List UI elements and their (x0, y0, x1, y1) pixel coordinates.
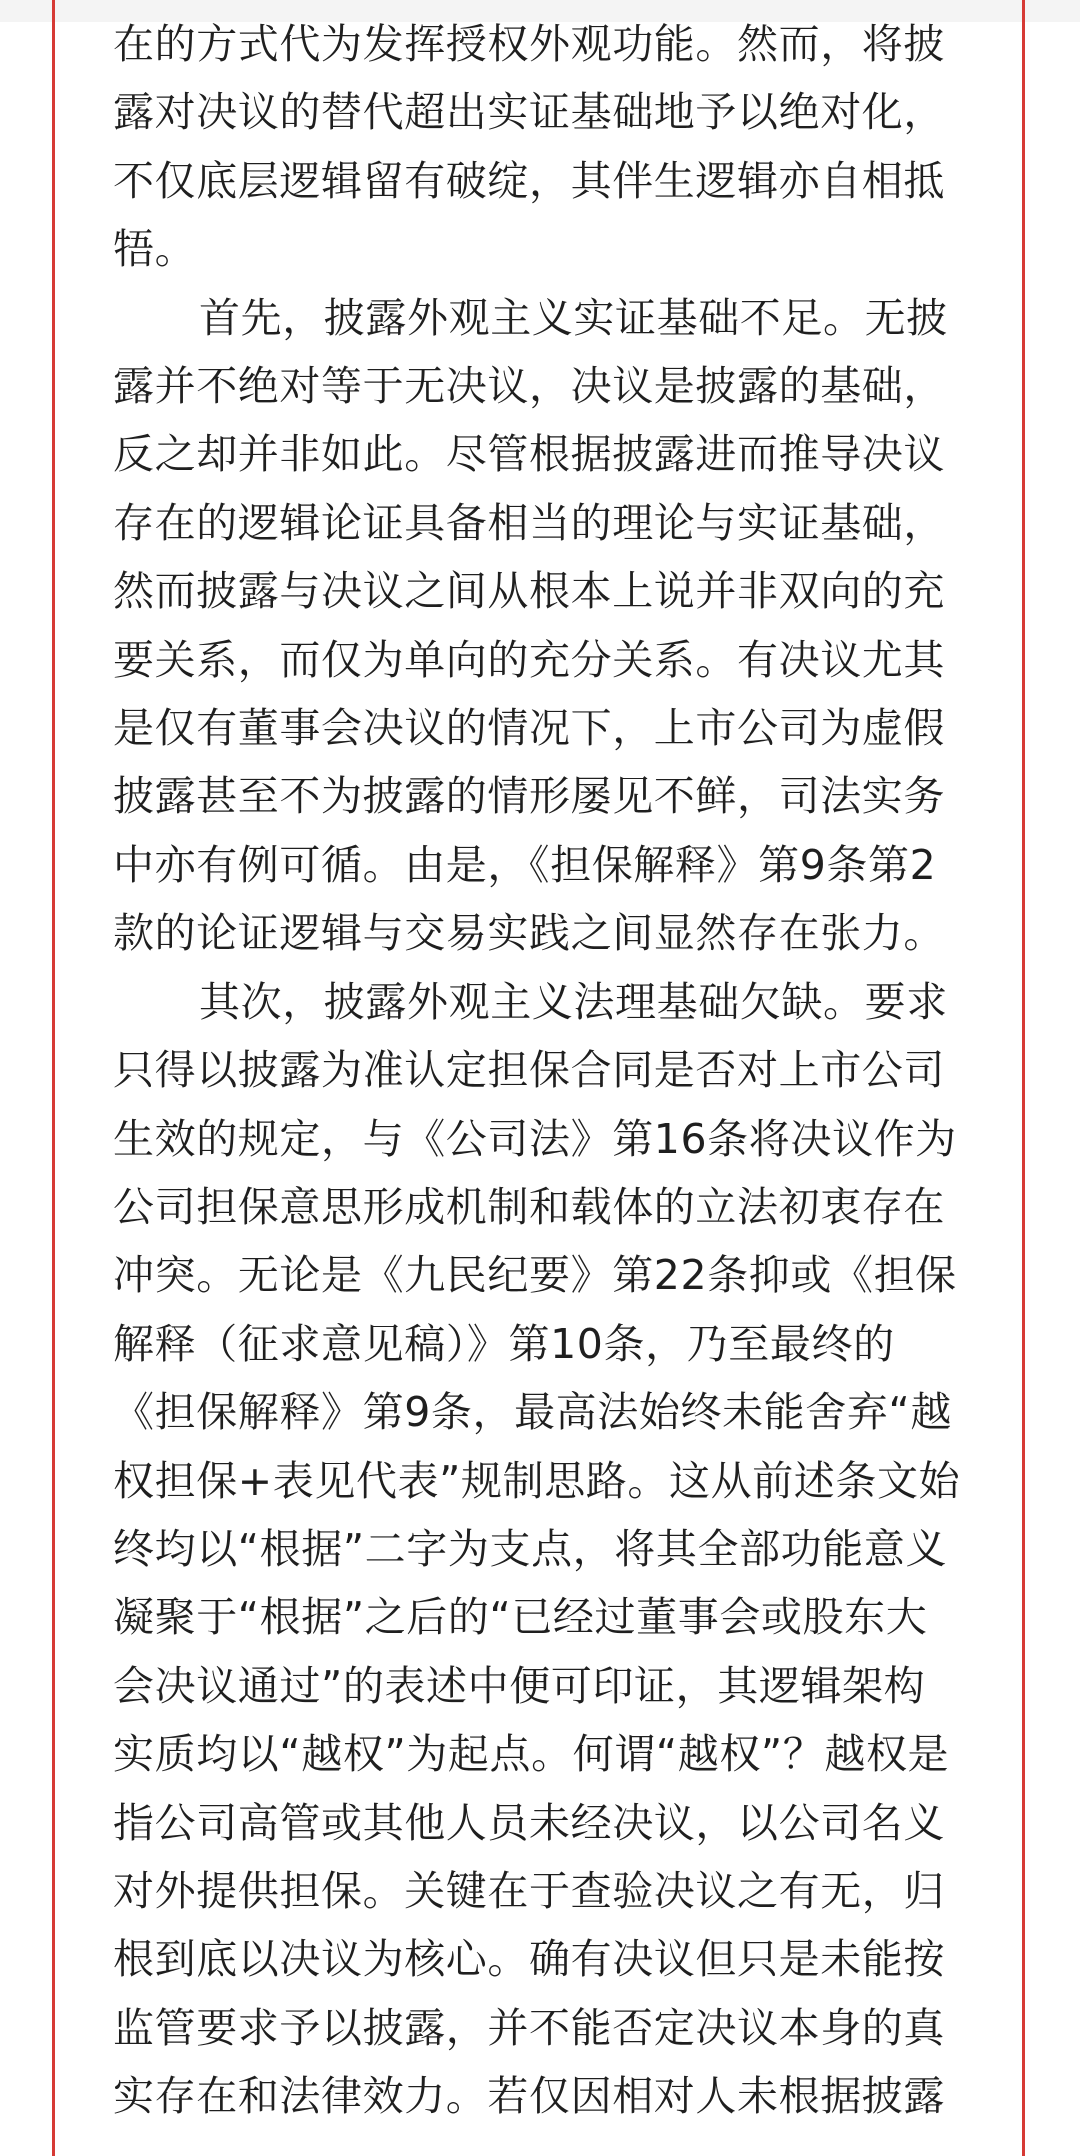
right-border-rule (1022, 0, 1025, 2156)
paragraph-continuation: 在的方式代为发挥授权外观功能。然而，将披露对决议的替代超出实证基础地予以绝对化，不仅底层逻辑留有破绽，其伴生逻辑亦自相抵牾。 (113, 20, 945, 274)
paragraph-second-point: 其次，披露外观主义法理基础欠缺。要求只得以披露为准认定担保合同是否对上市公司生效的规定，与《公司法》第16条将决议作为公司担保意思形成机制和载体的立法初衷存在冲突。无论是《九民纪要》第22条抑或《担保解释（征求意见稿）》第10条，乃至最终的《担保解释》第9条，最高法始终未能舍弃“越权担保+表见代表”规制思路。这从前述条文始终均以“根据”二字为支点，将其全部功能意义凝聚于“根据”之后的“已经过董事会或股东大会决议通过”的表述中便可印证，其逻辑架构实质均以“越权”为起点。何谓“越权”？越权是指公司高管或其他人员未经决议，以公司名义对外提供担保。关键在于查验决议之有无，归根到底以决议为核心。确有决议但只是未能按监管要求予以披露，并不能否定决议本身的真实存在和法律效力。若仅因相对人未根据披露 (113, 977, 961, 2121)
paragraph-first-point: 首先，披露外观主义实证基础不足。无披露并不绝对等于无决议，决议是披露的基础，反之却并非如此。尽管根据披露进而推导决议存在的逻辑论证具备相当的理论与实证基础，然而披露与决议之间从根本上说并非双向的充要关系，而仅为单向的充分关系。有决议尤其是仅有董事会决议的情况下，上市公司为虚假披露甚至不为披露的情形屡见不鲜，司法实务中亦有例可循。由是，《担保解释》第9条第2款的论证逻辑与交易实践之间显然存在张力。 (113, 293, 948, 958)
left-border-rule (52, 0, 55, 2156)
article-body (113, 10, 963, 2131)
